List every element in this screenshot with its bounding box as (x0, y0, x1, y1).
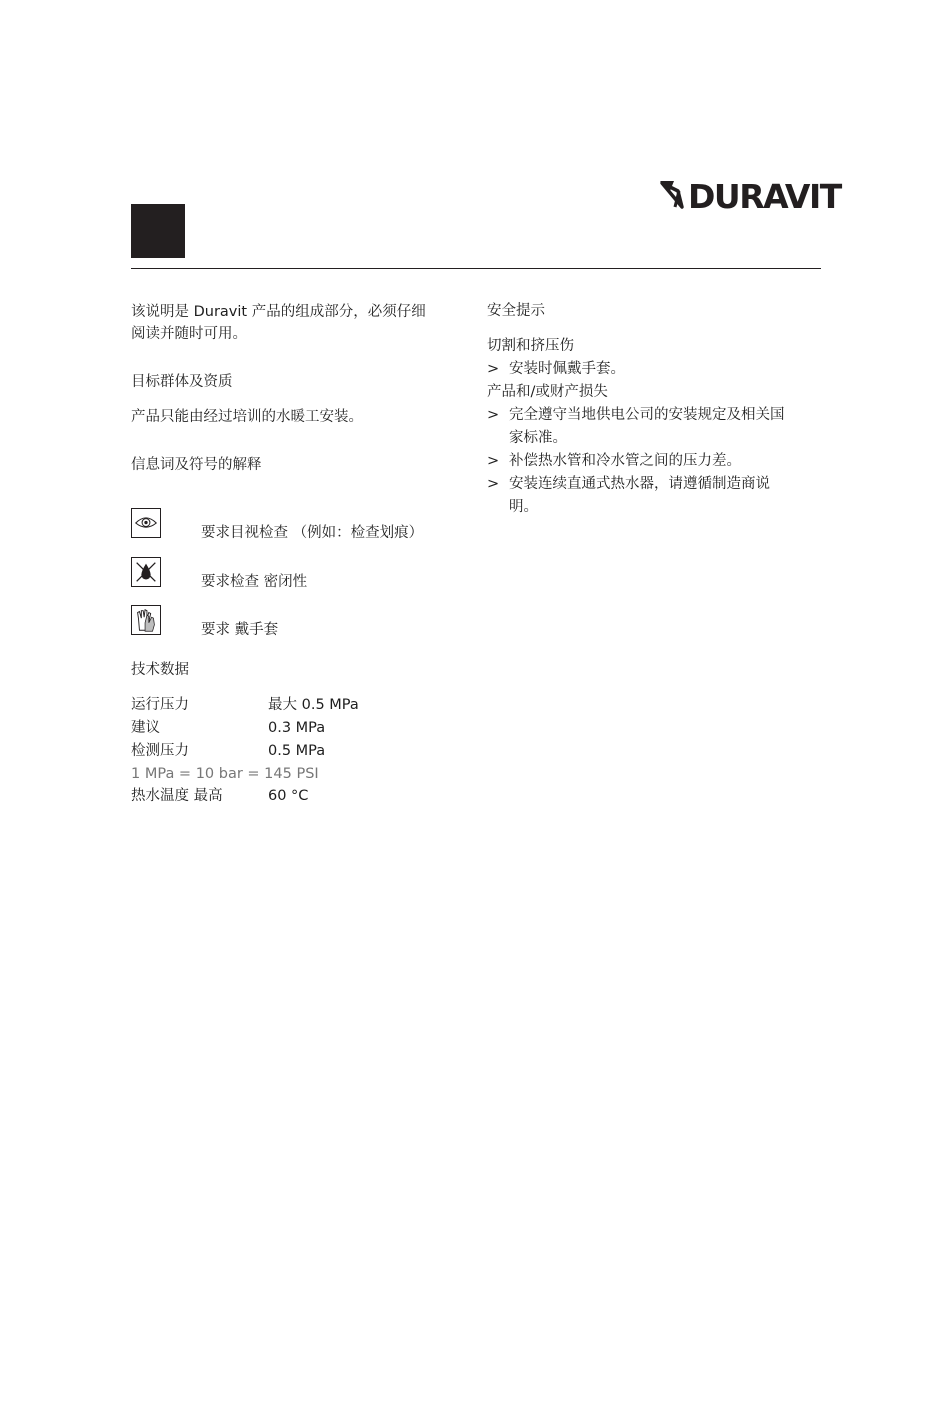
duravit-logo (658, 177, 841, 216)
tech-data-heading: 技术数据 (131, 662, 189, 678)
gloves-icon (131, 605, 161, 635)
symbol-label-tightness: 要求检查 密闭性 (201, 574, 308, 590)
cut-bullet-text: 安装时佩戴手套。 (509, 361, 625, 377)
tech-label-hot-water-temp: 热水温度 最高 (131, 788, 223, 804)
bullet-marker: > (487, 407, 500, 423)
tech-value-test-pressure: 0.5 MPa (268, 743, 326, 759)
bullet-marker: > (487, 361, 500, 377)
header-divider (131, 268, 821, 269)
language-marker-box (131, 204, 185, 258)
bullet-marker: > (487, 453, 500, 469)
target-group-text: 产品只能由经过培训的水暖工安装。 (131, 409, 363, 425)
tech-label-recommended: 建议 (131, 720, 160, 736)
symbol-label-visual-check: 要求目视检查 （例如：检查划痕） (201, 525, 424, 541)
damage-bullet-3-line-1: 安装连续直通式热水器，请遵循制造商说 (509, 476, 770, 492)
logo-wordmark: DURAVIT (688, 177, 841, 216)
pressure-conversion-note: 1 MPa = 10 bar = 145 PSI (131, 766, 319, 782)
eye-icon (131, 508, 161, 538)
safety-heading: 安全提示 (487, 303, 545, 319)
damage-bullet-2: 补偿热水管和冷水管之间的压力差。 (509, 453, 741, 469)
damage-bullet-3-line-2: 明。 (509, 499, 538, 515)
cut-injury-heading: 切割和挤压伤 (487, 338, 574, 354)
tech-value-operating-pressure: 最大 0.5 MPa (268, 697, 359, 713)
intro-line-1: 该说明是 Duravit 产品的组成部分，必须仔细 (131, 304, 426, 320)
signal-words-heading: 信息词及符号的解释 (131, 457, 262, 473)
tech-value-hot-water-temp: 60 °C (268, 788, 309, 804)
damage-bullet-1-line-1: 完全遵守当地供电公司的安装规定及相关国 (509, 407, 785, 423)
tech-value-recommended: 0.3 MPa (268, 720, 326, 736)
damage-bullet-1-line-2: 家标准。 (509, 430, 567, 446)
tech-label-operating-pressure: 运行压力 (131, 697, 189, 713)
intro-line-2: 阅读并随时可用。 (131, 326, 247, 342)
symbol-label-gloves: 要求 戴手套 (201, 622, 279, 638)
target-group-heading: 目标群体及资质 (131, 374, 233, 390)
bullet-marker: > (487, 476, 500, 492)
property-damage-heading: 产品和/或财产损失 (487, 384, 608, 400)
no-water-drop-icon (131, 557, 161, 587)
tech-label-test-pressure: 检测压力 (131, 743, 189, 759)
